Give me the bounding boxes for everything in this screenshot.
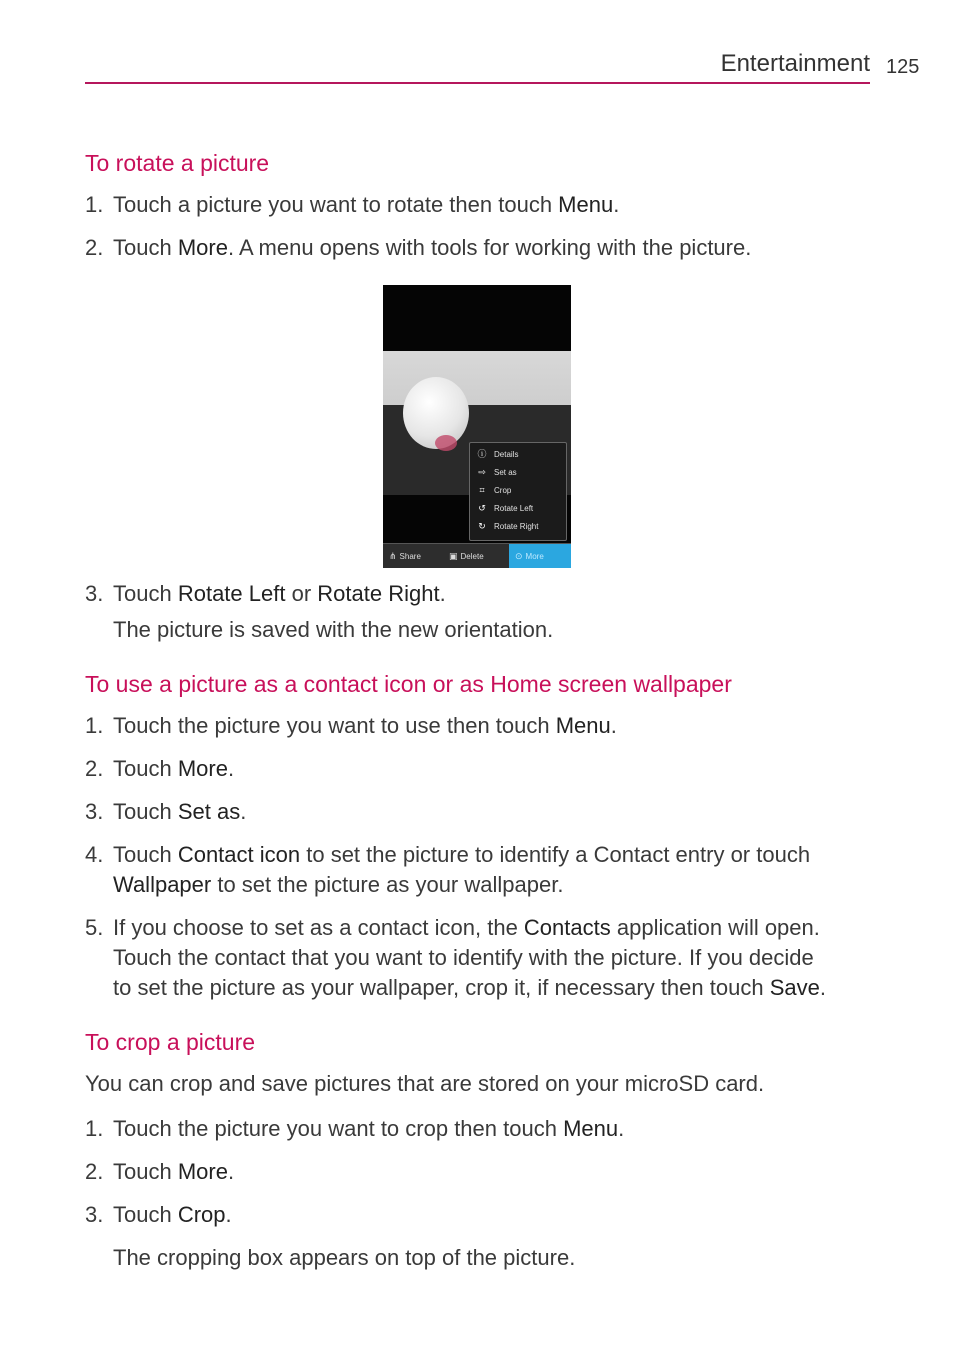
ui-term: Menu — [563, 1116, 619, 1141]
more-icon: ⊙ — [515, 551, 523, 561]
menu-item-rotate-left[interactable]: ↺ Rotate Left — [476, 501, 533, 515]
info-icon: ⓘ — [477, 449, 487, 459]
ui-term: More — [177, 235, 228, 260]
section-heading-crop: To crop a picture — [85, 1029, 256, 1055]
section-heading-set-as: To use a picture as a contact icon or as Home screen wallpaper — [85, 671, 732, 697]
share-button[interactable]: ⋔ Share — [389, 551, 421, 561]
menu-item-rotate-right[interactable]: ↻ Rotate Right — [476, 519, 538, 533]
more-menu — [469, 442, 567, 541]
ui-term: Save — [769, 975, 820, 1000]
menu-item-set-as[interactable]: ⇨ Set as — [476, 465, 517, 479]
ui-term: Rotate Right — [317, 581, 440, 606]
menu-item-details[interactable]: ⓘ Details — [477, 449, 519, 459]
page-number: 125 — [886, 56, 920, 78]
ui-term: Contacts — [523, 915, 611, 940]
photo-detail — [435, 435, 457, 451]
step-note: The picture is saved with the new orientation. — [113, 617, 554, 642]
ui-term: Set as — [177, 799, 241, 824]
bottom-action-bar — [383, 543, 571, 568]
menu-item-crop[interactable]: ⌗ Crop — [476, 483, 511, 497]
rotate-right-icon: ↻ — [478, 521, 486, 531]
rotate-left-icon: ↺ — [478, 503, 486, 513]
page-header — [85, 48, 870, 84]
share-icon: ⋔ — [389, 551, 397, 561]
ui-term: Rotate Left — [177, 581, 286, 606]
header-title: Entertainment — [720, 50, 870, 77]
more-button[interactable]: ⊙ More — [509, 544, 571, 568]
ui-term: More — [177, 756, 228, 781]
crop-icon: ⌗ — [479, 485, 485, 495]
gallery-screenshot — [383, 285, 571, 568]
section-intro: You can crop and save pictures that are stored on your microSD card. — [85, 1071, 765, 1096]
ui-term: Menu — [555, 713, 611, 738]
ui-term: Menu — [558, 192, 614, 217]
ui-term: Contact icon — [177, 842, 301, 867]
delete-button[interactable]: ▣ Delete — [449, 551, 484, 561]
section-heading-rotate: To rotate a picture — [85, 150, 270, 176]
delete-icon: ▣ — [449, 551, 458, 561]
ui-term: Crop — [177, 1202, 226, 1227]
set-as-icon: ⇨ — [478, 467, 486, 477]
ui-term: More — [177, 1159, 228, 1184]
ui-term: Wallpaper — [113, 872, 212, 897]
step-note: The cropping box appears on top of the picture. — [113, 1245, 576, 1270]
